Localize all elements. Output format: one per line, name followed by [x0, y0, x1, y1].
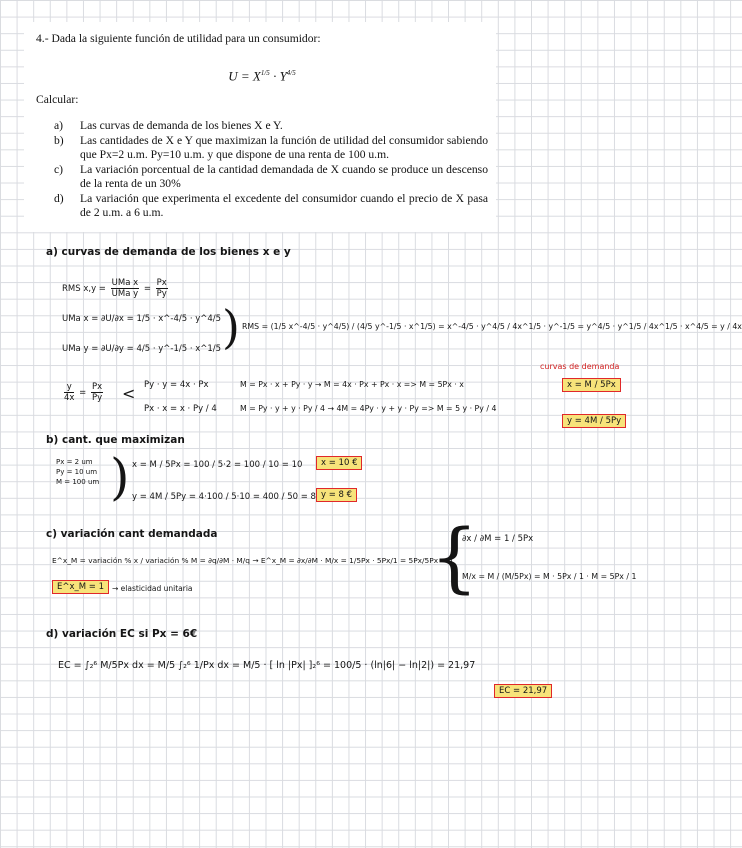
- side-derivative: ∂x / ∂M = 1 / 5Px: [462, 534, 534, 544]
- budget-chain-x: M = Px · x + Py · y → M = 4x · Px + Px · x => M = 5Px · x: [240, 380, 464, 389]
- elasticity-box: E^x_M = 1: [52, 580, 109, 594]
- rms-computation: RMS = (1/5 x^-4/5 · y^4/5) / (4/5 y^-1/5 · x^1/5) = x^-4/5 · y^4/5 / 4x^1/5 · y^-1/5 = y^4/5 · y^1/5 / 4x^1/5 · x^4/5 = y / 4x: [242, 322, 742, 331]
- budget-chain-y: M = Py · y + y · Py / 4 → 4M = 4Py · y + y · Py => M = 5 y · Py / 4: [240, 404, 497, 413]
- section-b-heading: b) cant. que maximizan: [46, 434, 185, 446]
- umax-derivative: UMa x = ∂U/∂x = 1/5 · x^-4/5 · y^4/5: [62, 314, 222, 324]
- optimal-x-box: x = 10 €: [316, 456, 362, 470]
- branch-arrow: <: [122, 384, 136, 403]
- given-py: Py = 10 um: [56, 468, 98, 476]
- consumer-surplus-integral: EC = ∫₂⁶ M/5Px dx = M/5 ∫₂⁶ 1/Px dx = M/5 · [ ln |Px| ]₂⁶ = 100/5 · (ln|6| − ln|2|) = 21,97: [58, 660, 476, 671]
- calc-label: Calcular:: [36, 93, 79, 107]
- elasticity-calc: E^x_M = variación % x / variación % M = ∂q/∂M · M/q → E^x_M = ∂x/∂M · M/x = 1/5Px · 5Px/1 = 5Px/5Px = 1: [52, 556, 454, 565]
- given-m: M = 100 um: [56, 478, 100, 486]
- demand-y-box: y = 4M / 5Py: [562, 414, 626, 428]
- section-d-heading: d) variación EC si Px = 6€: [46, 628, 198, 640]
- optimal-y-calc: y = 4M / 5Py = 4·100 / 5·10 = 400 / 50 = 8: [132, 492, 316, 502]
- task-list: [36, 119, 488, 220]
- exercise-intro: 4.- Dada la siguiente función de utilidad para un consumidor:: [36, 32, 321, 45]
- list-item: d) La variación que experimenta el excedente del consumidor cuando el precio de X pasa de 2 u.m. a 6 u.m.: [54, 192, 488, 220]
- consumer-surplus-box: EC = 21,97: [494, 684, 552, 698]
- utility-formula: $U = X^{1/5} \cdot Y^{4/5}$: [228, 68, 296, 84]
- optimal-x-calc: x = M / 5Px = 100 / 5·2 = 100 / 10 = 10: [132, 460, 303, 470]
- demand-curves-label: curvas de demanda: [540, 362, 620, 371]
- list-item: c) La variación porcentual de la cantidad demandada de X cuando se produce un descenso de la renta de un 30%: [54, 163, 488, 191]
- rms-definition: RMS x,y = $\frac{\text{UMa x}}{\text{UMa y}}$ = $\frac{Px}{Py}$: [62, 278, 167, 299]
- list-item: b) Las cantidades de X e Y que maximizan la función de utilidad del consumidor sabiendo que Px=2 u.m. Py=10 u.m. y que dispone de una renta de 100 u.m.: [54, 134, 488, 162]
- section-a-heading: a) curvas de demanda de los bienes x e y: [46, 246, 291, 258]
- brace-open: {: [430, 512, 479, 601]
- list-item: a) Las curvas de demanda de los bienes X e Y.: [54, 119, 283, 133]
- branch-eq-2: Px · x = x · Py / 4: [144, 404, 217, 414]
- equilibrium-condition: $\frac{y}{4x}$ = $\frac{Px}{Py}$: [64, 382, 103, 403]
- paren-close: ): [222, 300, 240, 354]
- section-c-heading: c) variación cant demandada: [46, 528, 218, 540]
- branch-eq-1: Py · y = 4x · Px: [144, 380, 209, 390]
- demand-x-box: x = M / 5Px: [562, 378, 621, 392]
- elasticity-note: → elasticidad unitaria: [112, 584, 193, 593]
- printed-exercise: [24, 22, 496, 232]
- side-ratio: M/x = M / (M/5Px) = M · 5Px / 1 · M = 5Px / 1: [462, 572, 637, 581]
- optimal-y-box: y = 8 €: [316, 488, 357, 502]
- paren-close-b: ): [110, 448, 130, 506]
- given-px: Px = 2 um: [56, 458, 93, 466]
- umay-derivative: UMa y = ∂U/∂y = 4/5 · y^-1/5 · x^1/5: [62, 344, 222, 354]
